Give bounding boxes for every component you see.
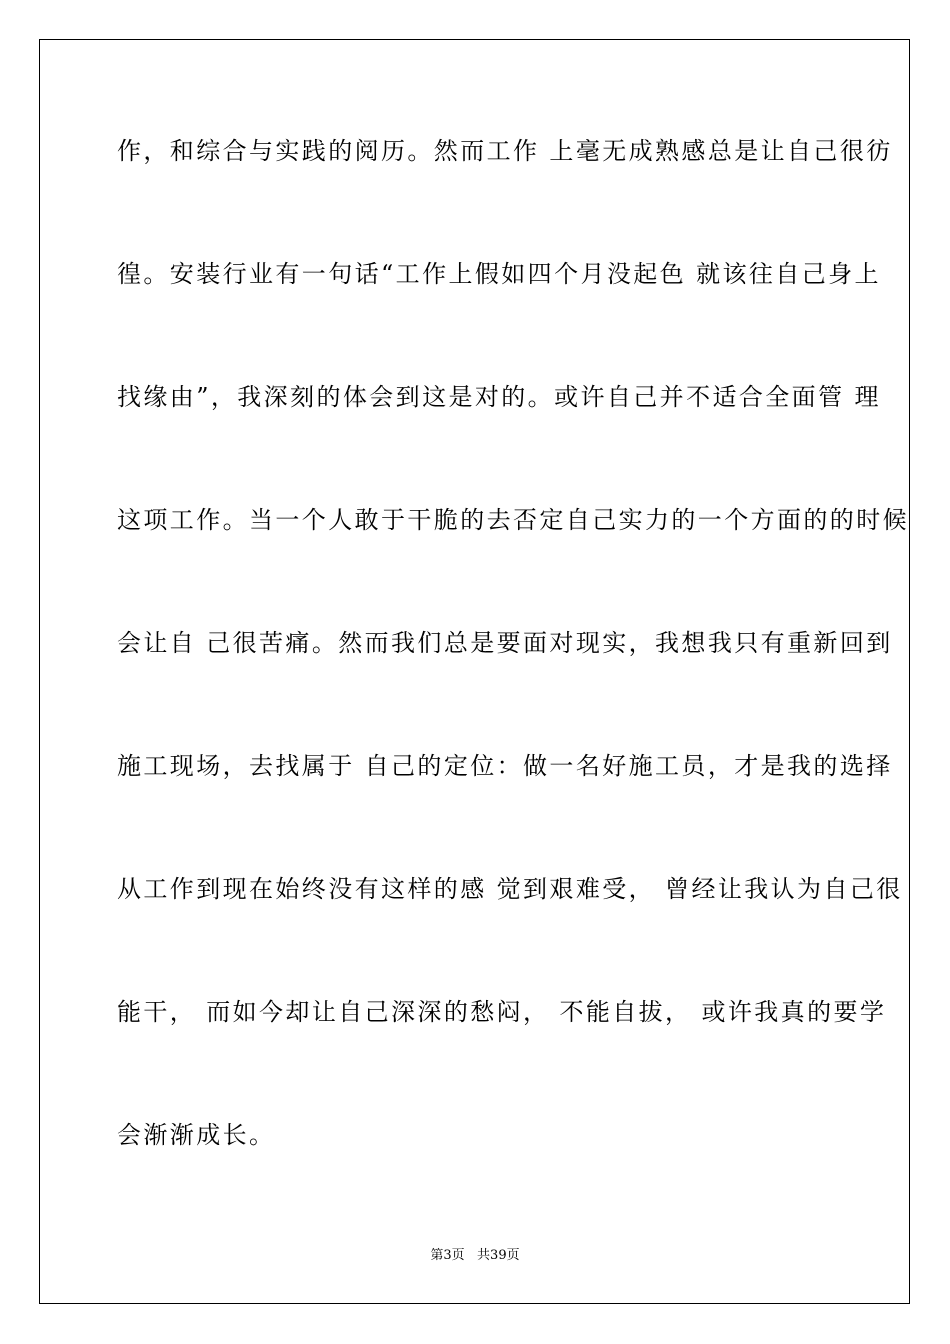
paragraph-line: 找缘由”，我深刻的体会到这是对的。或许自己并不适合全面管 理 <box>117 383 881 411</box>
paragraph-line: 会让自 己很苦痛。然而我们总是要面对现实，我想我只有重新回到 <box>117 629 893 657</box>
paragraph-line: 这项工作。当一个人敢于干脆的去否定自己实力的一个方面的的时候 <box>117 506 909 534</box>
paragraph-line: 从工作到现在始终没有这样的感 觉到艰难受， 曾经让我认为自己很 <box>117 875 903 903</box>
page-border <box>39 39 910 1304</box>
page-number-footer: 第3页 共39页 <box>430 1248 520 1263</box>
paragraph-line: 会渐渐成长。 <box>117 1121 276 1149</box>
paragraph-line: 作，和综合与实践的阅历。然而工作 上毫无成熟感总是让自己很彷 <box>117 137 893 165</box>
paragraph-line: 能干， 而如今却让自己深深的愁闷， 不能自拔， 或许我真的要学 <box>117 998 887 1026</box>
paragraph-line: 施工现场，去找属于 自己的定位：做一名好施工员，才是我的选择 <box>117 752 893 780</box>
paragraph-line: 徨。安装行业有一句话“工作上假如四个月没起色 就该往自己身上 <box>117 260 881 288</box>
